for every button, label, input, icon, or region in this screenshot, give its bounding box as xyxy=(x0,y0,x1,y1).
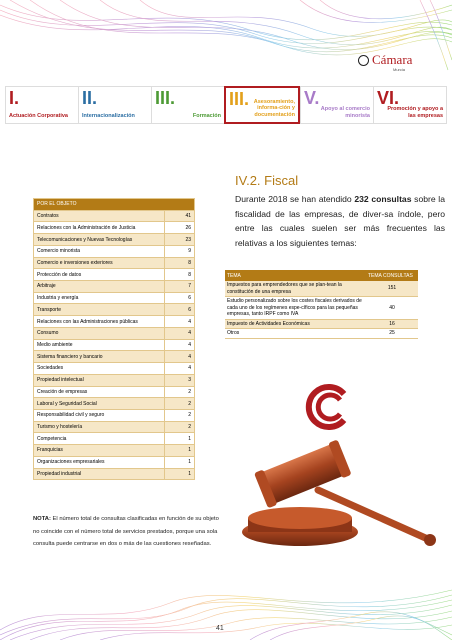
row-label: Sociedades xyxy=(34,363,165,375)
row-value: 4 xyxy=(165,363,195,375)
intro-highlight: 232 consultas xyxy=(354,194,412,204)
row-value: 6 xyxy=(165,292,195,304)
row-label: Creación de empresas xyxy=(34,386,165,398)
topics-table xyxy=(225,270,418,339)
row-label: Laboral y Seguridad Social xyxy=(34,398,165,410)
table-row xyxy=(34,304,195,316)
tab-label: Actuación Corporativa xyxy=(9,112,68,119)
decorative-wave-footer xyxy=(0,585,452,640)
tab-apoyo-comercio[interactable] xyxy=(300,86,373,124)
topic-count: 40 xyxy=(366,297,418,320)
table-row xyxy=(225,319,418,329)
brand-sub: Murcia xyxy=(393,67,406,72)
row-label: Propiedad intelectual xyxy=(34,374,165,386)
table-row xyxy=(225,281,418,297)
row-label: Responsabilidad civil y seguro xyxy=(34,409,165,421)
table-row xyxy=(225,329,418,339)
row-value: 1 xyxy=(165,433,195,445)
row-value: 2 xyxy=(165,421,195,433)
note-text: El número total de consultas clasificadas en función de su objeto no coincide con el número total de servicios prestados, porque una sola consulta puede centrarse en dos o más de las cuestiones reseñadas. xyxy=(33,516,219,547)
row-label: Relaciones con las Administraciones públicas xyxy=(34,316,165,328)
table-row xyxy=(34,433,195,445)
row-label: Medio ambiente xyxy=(34,339,165,351)
row-value: 6 xyxy=(165,304,195,316)
row-label: Franquicias xyxy=(34,445,165,457)
row-value: 4 xyxy=(165,327,195,339)
table-row xyxy=(34,327,195,339)
row-label: Transporte xyxy=(34,304,165,316)
brand-name: Cámara xyxy=(372,52,413,67)
topic-label: Impuestos para emprendedores que se plan-tean la constitución de una empresa xyxy=(225,281,366,297)
row-label: Comercio minorista xyxy=(34,245,165,257)
section-tabs xyxy=(5,86,447,124)
tab-actuacion-corporativa[interactable] xyxy=(5,86,78,124)
camara-logo xyxy=(358,52,412,68)
row-value: 2 xyxy=(165,409,195,421)
topics-col-tema: TEMA xyxy=(225,270,366,281)
table-row xyxy=(34,269,195,281)
table-row xyxy=(34,245,195,257)
intro-text-rest: sobre la fiscalidad de las empresas, de diver-sa índole, pero entre las cuales suelen ser más frecuentes las relativas a los siguientes temas: xyxy=(235,194,445,248)
tab-label: Asesoramiento, informa-ción y documentación xyxy=(253,98,295,118)
table-row xyxy=(34,316,195,328)
object-table-header: POR EL OBJETO xyxy=(34,199,195,211)
tab-promocion[interactable] xyxy=(373,86,447,124)
table-row xyxy=(34,421,195,433)
tab-number: V. xyxy=(304,88,320,108)
note-paragraph xyxy=(33,513,223,551)
tab-label: Formación xyxy=(192,112,221,119)
row-label: Propiedad industrial xyxy=(34,468,165,480)
tab-number: VI. xyxy=(377,88,400,108)
row-label: Turismo y hostelería xyxy=(34,421,165,433)
note-label: NOTA: xyxy=(33,516,51,522)
page-number: 41 xyxy=(216,625,224,632)
tab-internacionalizacion[interactable] xyxy=(78,86,151,124)
row-value: 3 xyxy=(165,374,195,386)
table-row xyxy=(34,339,195,351)
coat-of-arms-icon xyxy=(358,55,369,66)
tab-label: Promoción y apoyo a las empresas xyxy=(387,106,443,119)
row-label: Relaciones con la Administración de Justicia xyxy=(34,222,165,234)
row-label: Contratos xyxy=(34,210,165,222)
topic-count: 151 xyxy=(366,281,418,297)
row-value: 1 xyxy=(165,468,195,480)
tab-number: II. xyxy=(82,88,98,108)
row-value: 9 xyxy=(165,245,195,257)
row-value: 8 xyxy=(165,257,195,269)
table-row xyxy=(34,281,195,293)
row-value: 41 xyxy=(165,210,195,222)
row-value: 1 xyxy=(165,456,195,468)
row-label: Organizaciones empresariales xyxy=(34,456,165,468)
table-row xyxy=(34,351,195,363)
row-label: Comercio e inversiones exteriores xyxy=(34,257,165,269)
table-row xyxy=(34,257,195,269)
table-row xyxy=(34,363,195,375)
table-row xyxy=(34,386,195,398)
table-row xyxy=(34,234,195,246)
topic-count: 25 xyxy=(366,329,418,339)
gavel-illustration xyxy=(240,440,440,552)
row-label: Arbitraje xyxy=(34,281,165,293)
topic-label: Impuesto de Actividades Económicas xyxy=(225,319,366,329)
table-row xyxy=(34,456,195,468)
table-row xyxy=(34,398,195,410)
tab-label: Internacionalización xyxy=(82,112,135,119)
tab-number: I. xyxy=(9,88,20,108)
row-value: 4 xyxy=(165,316,195,328)
tab-label: Apoyo al comercio minorista xyxy=(320,106,370,119)
row-value: 7 xyxy=(165,281,195,293)
topic-count: 16 xyxy=(366,319,418,329)
topic-label: Estudio personalizado sobre los costes fiscales derivados de cada uno de los regímenes espe-cíficos para las pequeñas empresas, tanto IRPF como IVA xyxy=(225,297,366,320)
row-value: 2 xyxy=(165,398,195,410)
table-row xyxy=(34,445,195,457)
row-value: 4 xyxy=(165,339,195,351)
row-label: Consumo xyxy=(34,327,165,339)
section-title: IV.2. Fiscal xyxy=(235,173,299,188)
intro-text: Durante 2018 se han atendido xyxy=(235,194,355,204)
row-label: Telecomunicaciones y Nuevas Tecnologías xyxy=(34,234,165,246)
tab-number: III. xyxy=(229,89,250,109)
row-label: Industria y energía xyxy=(34,292,165,304)
table-row xyxy=(34,292,195,304)
decorative-wave-header xyxy=(0,0,452,80)
table-row xyxy=(34,210,195,222)
table-row xyxy=(34,468,195,480)
intro-paragraph xyxy=(235,192,445,250)
row-value: 4 xyxy=(165,351,195,363)
table-row xyxy=(34,222,195,234)
topics-col-consultas: TEMA CONSULTAS xyxy=(366,270,418,281)
table-row xyxy=(34,374,195,386)
tab-asesoramiento[interactable] xyxy=(224,86,300,124)
tab-formacion[interactable] xyxy=(151,86,224,124)
row-value: 23 xyxy=(165,234,195,246)
row-value: 8 xyxy=(165,269,195,281)
object-table xyxy=(33,198,195,480)
table-row xyxy=(225,297,418,320)
row-label: Competencia xyxy=(34,433,165,445)
row-value: 1 xyxy=(165,445,195,457)
topic-label: Otros xyxy=(225,329,366,339)
row-label: Sistema financiero y bancario xyxy=(34,351,165,363)
row-label: Protección de datos xyxy=(34,269,165,281)
row-value: 2 xyxy=(165,386,195,398)
camara-cc-icon xyxy=(300,380,354,434)
row-value: 26 xyxy=(165,222,195,234)
tab-number: III. xyxy=(155,88,176,108)
table-row xyxy=(34,409,195,421)
